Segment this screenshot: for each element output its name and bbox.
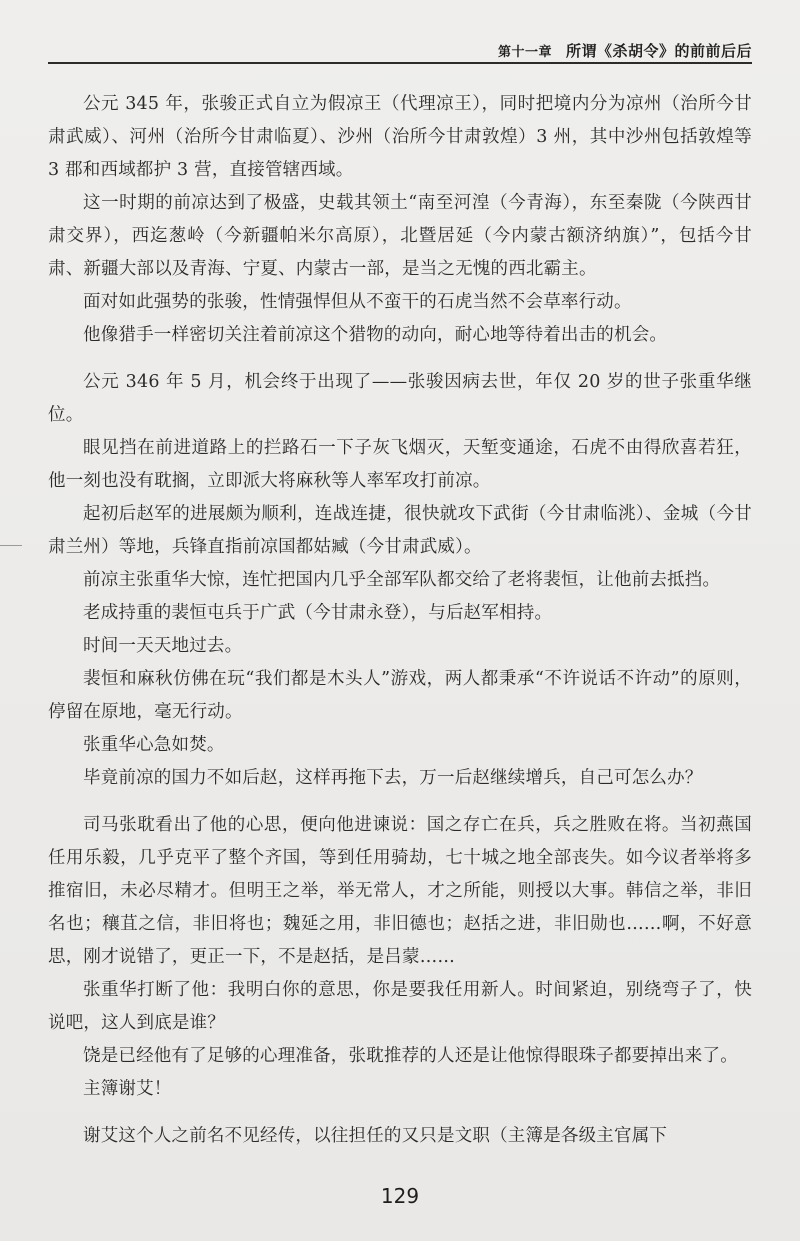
paragraph: 公元 345 年，张骏正式自立为假凉王（代理凉王），同时把境内分为凉州（治所今甘肃武威）、河州（治所今甘肃临夏）、沙州（治所今甘肃敦煌）3 州，其中沙州包括敦煌等 3 郡和西域都护 3 营，直接管辖西域。 <box>48 94 752 180</box>
paragraph: 张重华心急如焚。 <box>83 735 225 755</box>
paragraph: 毕竟前凉的国力不如后赵，这样再拖下去，万一后赵继续增兵，自己可怎么办？ <box>83 768 703 788</box>
paragraph: 面对如此强势的张骏，性情强悍但从不蛮干的石虎当然不会草率行动。 <box>83 292 632 312</box>
header-rule <box>48 62 752 64</box>
chapter-label: 第十一章 <box>497 45 552 60</box>
paragraph: 老成持重的裴恒屯兵于广武（今甘肃永登），与后赵军相持。 <box>83 603 553 623</box>
chapter-title: 所谓《杀胡令》的前前后后 <box>565 42 752 60</box>
paragraph: 眼见挡在前进道路上的拦路石一下子灰飞烟灭，天堑变通途，石虎不由得欣喜若狂，他一刻也没有耽搁，立即派大将麻秋等人率军攻打前凉。 <box>48 438 752 491</box>
paragraph: 他像猎手一样密切关注着前凉这个猎物的动向，耐心地等待着出击的机会。 <box>83 325 668 345</box>
paragraph: 司马张耽看出了他的心思，便向他进谏说：国之存亡在兵，兵之胜败在将。当初燕国任用乐毅，几乎克平了整个齐国，等到任用骑劫，七十城之地全部丧失。如今议者举将多推宿旧，未必尽精才。但明王之举，举无常人，才之所能，则授以大事。韩信之举，非旧名也；穰苴之信，非旧将也；魏延之用，非旧德也；赵括之进，非旧勋也……啊，不好意思，刚才说错了，更正一下，不是赵括，是吕蒙…… <box>48 815 752 967</box>
paragraph: 前凉主张重华大惊，连忙把国内几乎全部军队都交给了老将裴恒，让他前去抵挡。 <box>83 570 721 590</box>
margin-mark <box>0 545 22 546</box>
paragraph: 主簿谢艾！ <box>83 1079 172 1099</box>
paragraph: 张重华打断了他：我明白你的意思，你是要我任用新人。时间紧迫，别绕弯子了，快说吧，这人到底是谁？ <box>48 980 752 1033</box>
paragraph: 饶是已经他有了足够的心理准备，张耽推荐的人还是让他惊得眼珠子都要掉出来了。 <box>83 1046 738 1066</box>
paragraph: 裴恒和麻秋仿佛在玩“我们都是木头人”游戏，两人都秉承“不许说话不许动”的原则，停留在原地，毫无行动。 <box>48 669 752 722</box>
page-number: 129 <box>380 1184 420 1208</box>
running-header <box>498 40 752 61</box>
paragraph: 起初后赵军的进展颇为顺利，连战连捷，很快就攻下武街（今甘肃临洮）、金城（今甘肃兰州）等地，兵锋直指前凉国都姑臧（今甘肃武威）。 <box>48 504 752 557</box>
paragraph: 公元 346 年 5 月，机会终于出现了——张骏因病去世，年仅 20 岁的世子张重华继位。 <box>48 372 752 425</box>
paragraph: 时间一天天地过去。 <box>83 636 243 656</box>
paragraph: 谢艾这个人之前名不见经传，以往担任的又只是文职（主簿是各级主官属下 <box>83 1126 668 1146</box>
paragraph: 这一时期的前凉达到了极盛，史载其领土“南至河湟（今青海），东至秦陇（今陕西甘肃交界），西迄葱岭（今新疆帕米尔高原），北暨居延（今内蒙古额济纳旗）”，包括今甘肃、新疆大部以及青海、宁夏、内蒙古一部，是当之无愧的西北霸主。 <box>48 193 752 279</box>
body-text <box>48 88 752 1153</box>
